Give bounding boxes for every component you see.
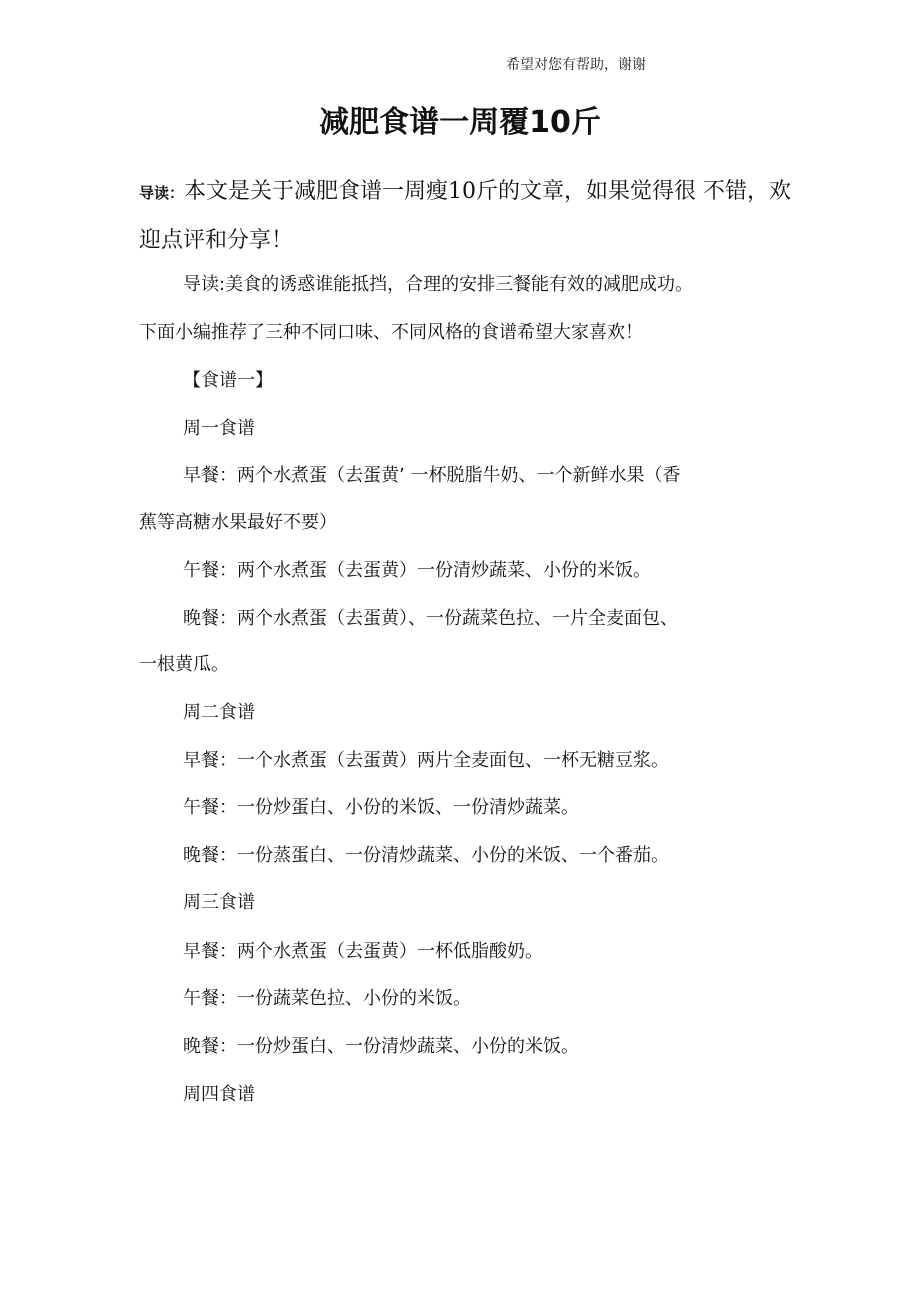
meal-line-breakfast: 早餐：一个水煮蛋（去蛋黄）两片全麦面包、一杯无糖豆浆。 xyxy=(183,750,669,771)
lead-paragraph-line: 下面小编推荐了三种不同口味、不同风格的食谱希望大家喜欢！ xyxy=(139,322,643,343)
intro-paragraph xyxy=(139,168,799,265)
day-heading-wednesday: 周三食谱 xyxy=(183,892,255,913)
meal-line-dinner: 晚餐：一份炒蛋白、一份清炒蔬菜、小份的米饭。 xyxy=(183,1036,579,1057)
meal-line-lunch: 午餐：一份蔬菜色拉、小份的米饭。 xyxy=(183,988,471,1009)
intro-text: 本文是关于减肥食谱一周瘦10斤的文章，如果觉得很 不错，欢迎点评和分享！ xyxy=(139,179,792,253)
meal-line-lunch: 午餐：两个水煮蛋（去蛋黄）一份清炒蔬菜、小份的米饭。 xyxy=(183,560,651,581)
page-title: 减肥食谱一周覆10斤 xyxy=(319,105,601,140)
meal-line-dinner: 晚餐：两个水煮蛋（去蛋黄）、一份蔬菜色拉、一片全麦面包、 xyxy=(183,608,678,629)
meal-line-breakfast-cont: 蕉等高糖水果最好不要） xyxy=(139,512,337,533)
day-heading-monday: 周一食谱 xyxy=(183,418,255,439)
meal-line-lunch: 午餐：一份炒蛋白、小份的米饭、一份清炒蔬菜。 xyxy=(183,797,579,818)
day-heading-thursday: 周四食谱 xyxy=(183,1084,255,1105)
day-heading-tuesday: 周二食谱 xyxy=(183,702,255,723)
meal-line-dinner-cont: 一根黄瓜。 xyxy=(139,654,229,675)
recipe-heading: 【食谱一】 xyxy=(183,370,273,391)
lead-paragraph-line: 导读:美食的诱惑谁能抵挡，合理的安排三餐能有效的减肥成功。 xyxy=(183,274,694,295)
meal-line-breakfast: 早餐：两个水煮蛋（去蛋黄’ 一杯脱脂牛奶、一个新鲜水果（香 xyxy=(183,465,681,486)
meal-line-breakfast: 早餐：两个水煮蛋（去蛋黄）一杯低脂酸奶。 xyxy=(183,941,543,962)
intro-label: 导读： xyxy=(139,184,185,202)
header-note: 希望对您有帮助，谢谢 xyxy=(506,57,646,73)
meal-line-dinner: 晚餐：一份蒸蛋白、一份清炒蔬菜、小份的米饭、一个番茄。 xyxy=(183,845,669,866)
